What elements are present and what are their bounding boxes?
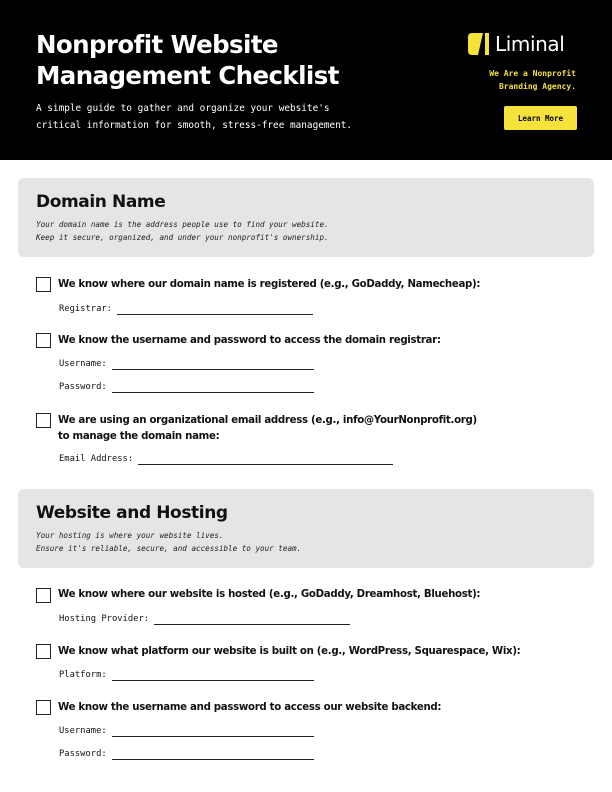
section-description-line: Your hosting is where your website lives. <box>36 531 224 540</box>
field-platform <box>59 667 314 681</box>
checklist-item-label <box>58 644 520 660</box>
field-email-address <box>59 451 393 465</box>
checklist-item-label-line: We know the username and password to access our website backend: <box>58 702 442 713</box>
section-title: Domain Name <box>36 192 166 212</box>
field-website-password <box>59 746 314 760</box>
section-header-website-hosting <box>18 489 594 568</box>
page-subtitle-line-2: critical information for smooth, stress-free management. <box>36 120 353 131</box>
page-title-line-2: Management Checklist <box>36 61 339 90</box>
website-username-input[interactable] <box>112 725 314 737</box>
checkbox-domain-org-email[interactable] <box>36 413 51 428</box>
checkbox-website-platform[interactable] <box>36 644 51 659</box>
field-label: Email Address: <box>59 454 134 464</box>
field-label: Password: <box>59 382 107 392</box>
platform-input[interactable] <box>112 669 314 681</box>
page-title-line-1: Nonprofit Website <box>36 30 278 59</box>
field-label: Username: <box>59 359 107 369</box>
hosting-provider-input[interactable] <box>154 613 350 625</box>
checklist-item-label-line: We know the username and password to access the domain registrar: <box>58 335 441 346</box>
field-label: Username: <box>59 726 107 736</box>
page-subtitle-line-1: A simple guide to gather and organize your website's <box>36 103 330 114</box>
brand-tagline <box>376 67 576 93</box>
email-address-input[interactable] <box>138 453 393 465</box>
field-label: Registrar: <box>59 304 112 314</box>
page-header <box>0 0 612 160</box>
checklist-item-label-line: We know what platform our website is built on (e.g., WordPress, Squarespace, Wix): <box>58 646 521 657</box>
section-header-domain-name <box>18 178 594 257</box>
checklist-item-label-line: to manage the domain name: <box>58 431 220 442</box>
section-description-line: Ensure it's reliable, secure, and accessible to your team. <box>36 543 302 553</box>
field-domain-password <box>59 379 314 393</box>
checklist-item-label <box>58 587 480 603</box>
field-label: Platform: <box>59 670 107 680</box>
section-description <box>36 219 329 244</box>
domain-username-input[interactable] <box>112 358 314 370</box>
brand-name: Liminal <box>495 32 565 56</box>
page-subtitle <box>36 100 416 134</box>
checklist-item-label <box>58 277 480 293</box>
checklist-item-label-line: We know where our website is hosted (e.g., GoDaddy, Dreamhost, Bluehost): <box>58 589 481 600</box>
field-label: Password: <box>59 749 107 759</box>
liminal-logo-icon <box>468 33 492 55</box>
checkbox-domain-credentials[interactable] <box>36 333 51 348</box>
registrar-input[interactable] <box>117 303 313 315</box>
section-description <box>36 530 301 555</box>
domain-password-input[interactable] <box>112 381 314 393</box>
field-label: Hosting Provider: <box>59 614 150 624</box>
section-title: Website and Hosting <box>36 503 228 523</box>
checklist-item-label <box>58 333 441 349</box>
field-hosting-provider <box>59 611 350 625</box>
checklist-item-label <box>58 700 441 716</box>
checklist-item-label-line: We know where our domain name is registered (e.g., GoDaddy, Namecheap): <box>58 279 481 290</box>
learn-more-button[interactable]: Learn More <box>504 106 577 130</box>
field-website-username <box>59 723 314 737</box>
checklist-item-label-line: We are using an organizational email address (e.g., info@YourNonprofit.org) <box>58 415 477 426</box>
field-registrar <box>59 301 313 315</box>
field-domain-username <box>59 356 314 370</box>
website-password-input[interactable] <box>112 748 314 760</box>
section-description-line: Keep it secure, organized, and under your nonprofit's ownership. <box>36 232 329 242</box>
checkbox-domain-registered[interactable] <box>36 277 51 292</box>
checkbox-website-credentials[interactable] <box>36 700 51 715</box>
checklist-item-label <box>58 413 477 445</box>
section-description-line: Your domain name is the address people use to find your website. <box>36 220 329 229</box>
checkbox-website-hosted[interactable] <box>36 588 51 603</box>
brand-logo <box>468 31 564 57</box>
brand-tagline-line-1: We Are a Nonprofit <box>489 69 576 78</box>
brand-tagline-line-2: Branding Agency. <box>498 82 576 91</box>
